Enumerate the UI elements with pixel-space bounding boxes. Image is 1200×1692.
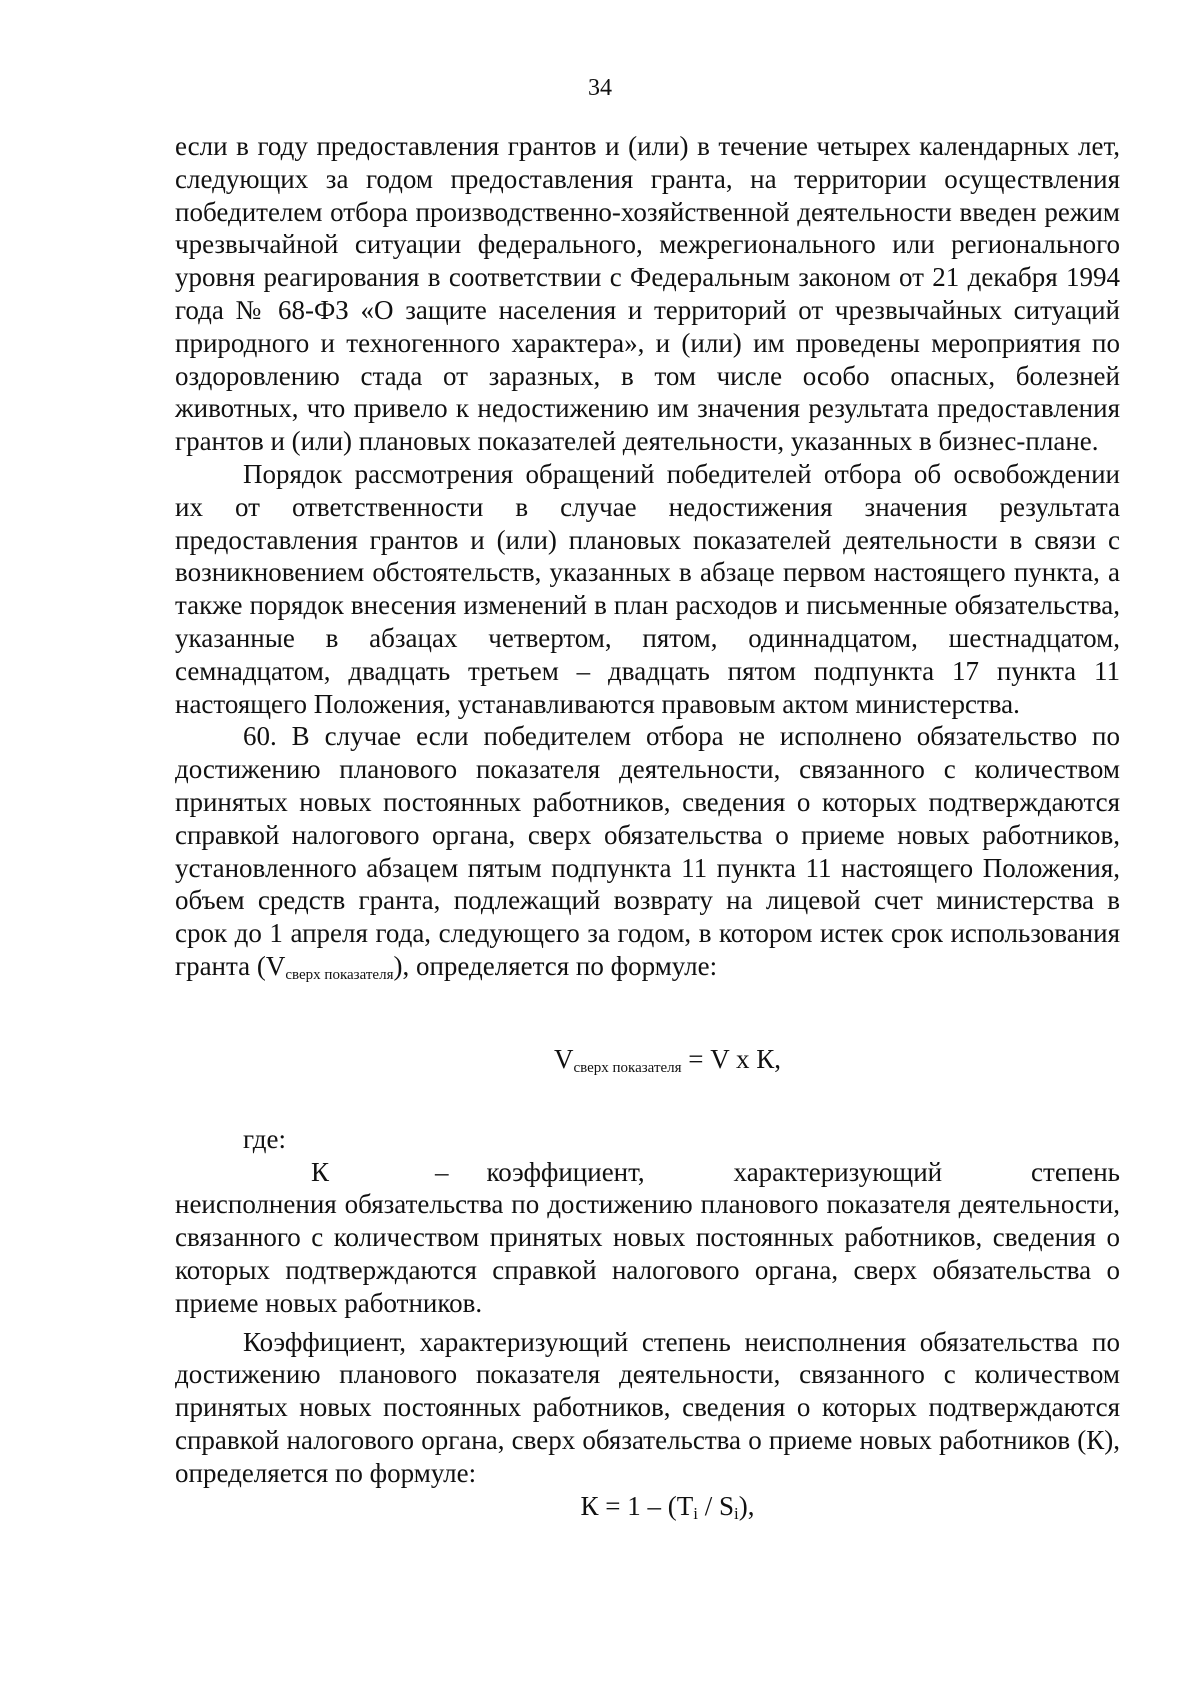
formula-v-symbol: V	[553, 1043, 574, 1074]
item-60-subscript: сверх показателя	[285, 966, 394, 983]
page-number: 34	[588, 75, 612, 101]
formula-v-rest: = V x К,	[681, 1043, 782, 1074]
paragraph-item-60	[175, 720, 1120, 991]
formula-v-over-indicator	[175, 1042, 1120, 1085]
paragraph-coefficient-formula-intro: Коэффициент, характеризующий степень неисполнения обязательства по достижению планового показателя деятельности, связанного с количеством принятых новых постоянных работников, сведения о которых подтверждаются справкой налогового органа, сверх обязательства о приеме новых работников (К), определяется по формуле:	[175, 1326, 1120, 1488]
formula-k-start: К = 1 – (T	[580, 1491, 694, 1522]
item-60-ending: ), определяется по формуле:	[393, 950, 718, 981]
formula-k-sub-s: i	[734, 1504, 739, 1524]
k-symbol: К	[311, 1156, 330, 1187]
document-body	[175, 130, 1120, 1531]
formula-k-sub-t: i	[693, 1504, 698, 1524]
paragraph-release-procedure: Порядок рассмотрения обращений победителей отбора об освобождении их от ответственности в случае недостижения значения результата предоставления грантов и (или) плановых показателей деятельности в связи с возникновением обстоятельств, указанных в абзаце первом настоящего пункта, а также порядок внесения изменений в план расходов и письменные обязательства, указанные в абзацах четвертом, пятом, одиннадцатом, шестнадцатом, семнадцатом, двадцать третьем – двадцать пятом подпункта 17 пункта 11 настоящего Положения, устанавливаются правовым актом министерства.	[175, 458, 1120, 719]
k-dash: –	[435, 1156, 449, 1187]
paragraph-emergency-conditions: если в году предоставления грантов и (или) в течение четырех календарных лет, следующих за годом предоставления гранта, на территории осуществления победителем отбора производственно-хозяйственной деятельности введен режим чрезвычайной ситуации федерального, межрегионального или регионального уровня реагирования в соответствии с Федеральным законом от 21 декабря 1994 года № 68-ФЗ «О защите населения и территорий от чрезвычайных ситуаций природного и техногенного характера», и (или) им проведены мероприятия по оздоровлению стада от заразных, в том числе особо опасных, болезней животных, что привело к недостижению им значения результата предоставления грантов и (или) плановых показателей деятельности, указанных в бизнес-плане.	[175, 131, 1120, 457]
paragraph-k-definition	[175, 1156, 1120, 1320]
k-definition-text: коэффициент, характеризующий степень неисполнения обязательства по достижению планового показателя деятельности, связанного с количеством принятых новых постоянных работников, сведения о которых подтверждаются справкой налогового органа, сверх обязательства о приеме новых работников.	[175, 1156, 1120, 1318]
item-60-text: 60. В случае если победителем отбора не исполнено обязательство по достижению планового показателя деятельности, связанного с количеством принятых новых постоянных работников, сведения о которых подтверждаются справкой налогового органа, сверх обязательства о приеме новых работников, установленного абзацем пятым подпункта 11 пункта 11 настоящего Положения, объем средств гранта, подлежащий возврату на лицевой счет министерства в срок до 1 апреля года, следующего за годом, в котором истек срок использования гранта (V	[175, 721, 1120, 981]
formula-k-end: ),	[738, 1491, 755, 1522]
formula-k	[175, 1489, 1120, 1531]
formula-v-subscript: сверх показателя	[573, 1059, 682, 1076]
formula-k-mid: / S	[697, 1491, 734, 1522]
where-label: где:	[243, 1123, 286, 1154]
